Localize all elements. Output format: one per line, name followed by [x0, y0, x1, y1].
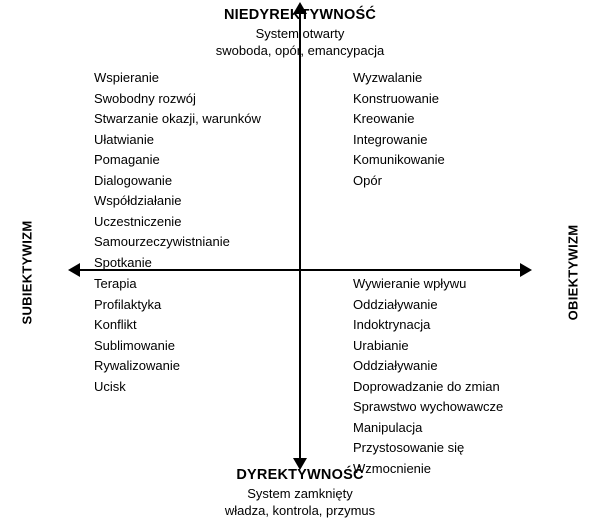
quadrant-item: Wspieranie [94, 70, 160, 85]
quadrant-item: Pomaganie [94, 152, 160, 168]
arrow-left-icon [68, 263, 80, 277]
pole-label-top [150, 6, 450, 59]
quadrant-item: Konstruowanie [353, 90, 439, 106]
pole-top-title: NIEDYREKTYWNOŚĆ [223, 7, 377, 23]
pole-label-left: SUBIEKTYWIZM [19, 220, 35, 325]
pole-top-subtitle-1: System otwarty [255, 26, 345, 42]
quadrant-item: Terapia [94, 276, 137, 291]
quadrant-item: Oddziaływanie [353, 358, 438, 374]
quadrant-item: Kreowanie [353, 111, 415, 127]
quadrant-item: Wywieranie wpływu [353, 276, 467, 291]
quadrant-item: Samourzeczywistnianie [94, 234, 230, 250]
quadrant-item: Doprowadzanie do zmian [353, 378, 500, 394]
quadrant-item: Uczestniczenie [94, 213, 182, 229]
quadrant-item: Dialogowanie [94, 172, 173, 188]
quadrant-item: Oddziaływanie [353, 296, 438, 312]
quadrant-item: Rywalizowanie [94, 358, 180, 374]
pole-bottom-subtitle-2: władza, kontrola, przymus [224, 503, 376, 519]
quadrant-item: Przystosowanie się [353, 440, 465, 456]
quadrant-top-right [353, 68, 445, 191]
quadrant-item: Ułatwianie [94, 131, 154, 147]
vertical-axis-line [299, 12, 301, 462]
quadrant-item: Sprawstwo wychowawcze [353, 399, 504, 415]
arrow-right-icon [520, 263, 532, 277]
quadrant-item: Urabianie [353, 337, 409, 353]
quadrant-item: Konflikt [94, 317, 137, 333]
quadrant-item: Spotkanie [94, 254, 152, 270]
quadrant-item: Profilaktyka [94, 296, 162, 312]
quadrant-item: Manipulacja [353, 419, 423, 435]
quadrant-item: Współdziałanie [94, 193, 182, 209]
quadrant-item: Opór [353, 172, 382, 188]
quadrant-item: Wyzwalanie [353, 70, 423, 85]
quadrant-bottom-left [94, 274, 180, 397]
quadrant-item: Komunikowanie [353, 152, 445, 168]
quadrant-item: Wzmocnienie [353, 460, 432, 476]
pole-bottom-title: DYREKTYWNOŚĆ [236, 467, 364, 483]
quadrant-item: Indoktrynacja [353, 317, 431, 333]
quadrant-item: Swobodny rozwój [94, 90, 196, 106]
pole-top-subtitle-2: swoboda, opór, emancypacja [215, 43, 385, 59]
quadrant-top-left [94, 68, 261, 273]
quadrant-item: Stwarzanie okazji, warunków [94, 111, 261, 127]
quadrant-item: Ucisk [94, 378, 126, 394]
pole-bottom-subtitle-1: System zamknięty [247, 486, 353, 502]
pole-label-right: OBIEKTYWIZM [565, 224, 581, 321]
quadrant-item: Integrowanie [353, 131, 428, 147]
quadrant-item: Sublimowanie [94, 337, 175, 353]
quadrant-bottom-right [353, 274, 503, 479]
